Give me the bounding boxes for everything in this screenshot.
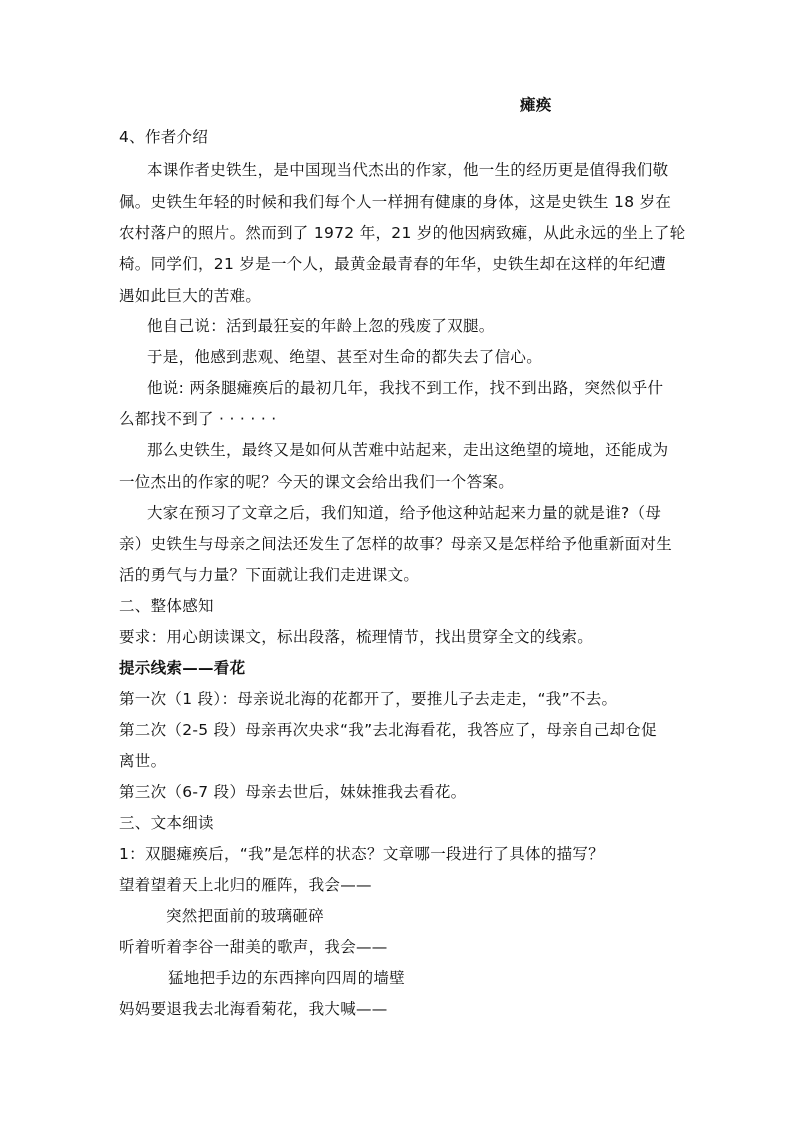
page-header-title: 瘫痪 xyxy=(520,96,552,114)
sentence-2: 听着听着李谷一甜美的歌声，我会—— xyxy=(119,938,388,956)
second-time-line-2: 离世。 xyxy=(119,752,167,770)
paragraph-1-line-2: 佩。史铁生年轻的时候和我们每个人一样拥有健康的身体，这是史铁生 18 岁在 xyxy=(119,193,672,211)
question-1: 1：双腿瘫痪后，“我”是怎样的状态？文章哪一段进行了具体的描写？ xyxy=(119,845,605,863)
paragraph-5-line-2: 一位杰出的作家的呢？今天的课文会给出我们一个答案。 xyxy=(119,473,515,491)
section-3-heading: 三、文本细读 xyxy=(119,814,214,832)
paragraph-6-line-1: 大家在预习了文章之后，我们知道，给予他这种站起来力量的就是谁?（母 xyxy=(147,504,662,522)
paragraph-1-line-5: 遇如此巨大的苦难。 xyxy=(119,287,262,305)
paragraph-4-line-1: 他说: 两条腿瘫痪后的最初几年，我找不到工作，找不到出路，突然似乎什 xyxy=(147,379,664,397)
section-2-heading: 二、整体感知 xyxy=(119,597,214,615)
paragraph-1-line-3: 农村落户的照片。然而到了 1972 年，21 岁的他因病致瘫，从此永远的坐上了轮 xyxy=(119,224,686,242)
paragraph-3: 于是，他感到悲观、绝望、甚至对生命的都失去了信心。 xyxy=(147,348,543,366)
section-4-heading: 4、作者介绍 xyxy=(119,128,209,146)
clue-heading: 提示线索——看花 xyxy=(119,659,246,677)
paragraph-6-line-3: 活的勇气与力量？下面就让我们走进课文。 xyxy=(119,566,420,584)
sentence-3: 妈妈要退我去北海看菊花，我大喊—— xyxy=(119,1000,388,1018)
paragraph-1-line-1: 本课作者史铁生，是中国现当代杰出的作家，他一生的经历更是值得我们敬 xyxy=(147,161,669,179)
paragraph-6-line-2: 亲）史铁生与母亲之间法还发生了怎样的故事？母亲又是怎样给予他重新面对生 xyxy=(119,535,673,553)
requirement-text: 要求：用心朗读课文，标出段落，梳理情节，找出贯穿全文的线索。 xyxy=(119,628,594,646)
paragraph-5-line-1: 那么史铁生，最终又是如何从苦难中站起来，走出这绝望的境地，还能成为 xyxy=(147,441,669,459)
sentence-1: 望着望着天上北归的雁阵，我会—— xyxy=(119,876,372,894)
paragraph-1-line-4: 椅。同学们，21 岁是一个人，最黄金最青春的年华，史铁生却在这样的年纪遭 xyxy=(119,255,666,273)
paragraph-2: 他自己说：活到最狂妄的年龄上忽的残废了双腿。 xyxy=(147,317,495,335)
sentence-1-answer: 突然把面前的玻璃砸碎 xyxy=(166,907,325,925)
third-time-text: 第三次（6-7 段）母亲去世后，妹妹推我去看花。 xyxy=(119,783,467,801)
sentence-2-answer: 猛地把手边的东西摔向四周的墙壁 xyxy=(168,969,406,987)
first-time-text: 第一次（1 段）：母亲说北海的花都开了，要推儿子去走走，“我”不去。 xyxy=(119,690,618,708)
second-time-line-1: 第二次（2-5 段）母亲再次央求“我”去北海看花，我答应了，母亲自己却仓促 xyxy=(119,721,657,739)
paragraph-4-line-2: 么都找不到了 · · · · · · xyxy=(119,410,277,428)
